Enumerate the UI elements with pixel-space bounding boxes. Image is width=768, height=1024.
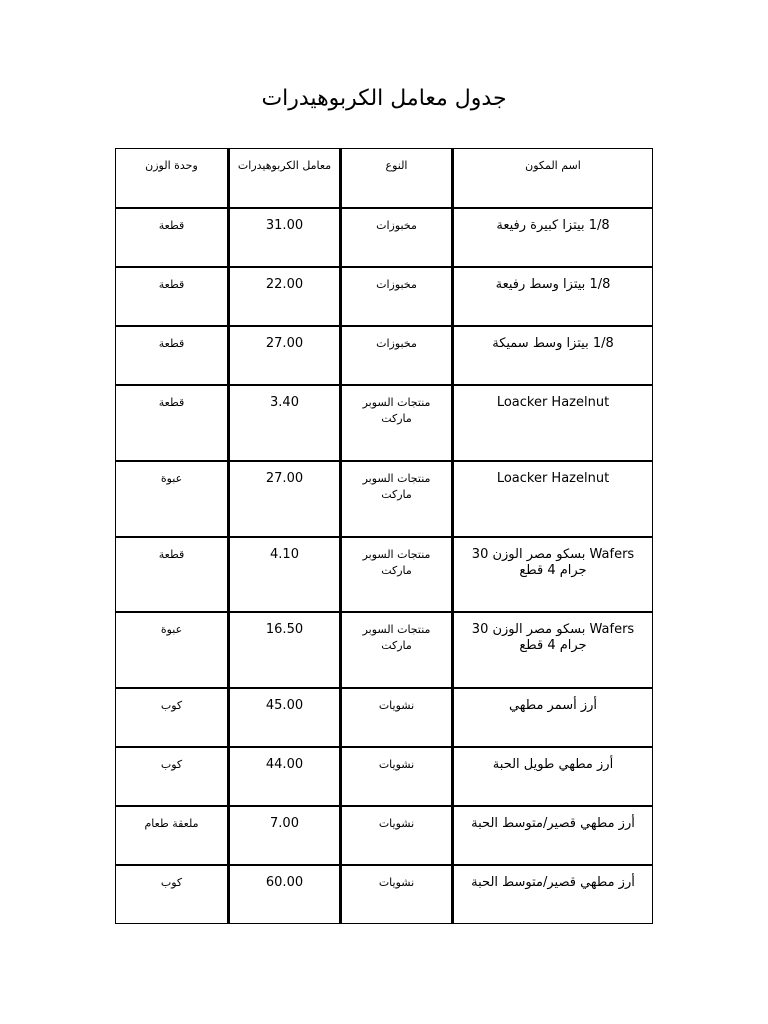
cell-unit: عبوة (115, 461, 229, 537)
table-row (115, 385, 653, 461)
cell-type: منتجات السوبر ماركت (341, 385, 453, 461)
table-row (115, 461, 653, 537)
cell-unit: كوب (115, 747, 229, 806)
table-row (115, 865, 653, 924)
cell-unit: كوب (115, 688, 229, 747)
table-row (115, 208, 653, 267)
cell-name: أرز مطهي قصير/متوسط الحبة (453, 806, 653, 865)
table-row (115, 747, 653, 806)
cell-carb: 16.50 (229, 612, 341, 688)
cell-type: منتجات السوبر ماركت (341, 612, 453, 688)
page-title: جدول معامل الكربوهيدرات (261, 86, 507, 111)
cell-unit: كوب (115, 865, 229, 924)
cell-carb: 27.00 (229, 461, 341, 537)
cell-carb: 31.00 (229, 208, 341, 267)
cell-name: أرز مطهي قصير/متوسط الحبة (453, 865, 653, 924)
table-row (115, 267, 653, 326)
cell-unit: قطعة (115, 537, 229, 612)
cell-carb: 22.00 (229, 267, 341, 326)
cell-unit: عبوة (115, 612, 229, 688)
header-carb: معامل الكربوهيدرات (229, 148, 341, 208)
cell-type: مخبوزات (341, 267, 453, 326)
table-row (115, 688, 653, 747)
cell-unit: قطعة (115, 326, 229, 385)
cell-name: أرز مطهي طويل الحبة (453, 747, 653, 806)
cell-carb: 44.00 (229, 747, 341, 806)
cell-carb: 7.00 (229, 806, 341, 865)
cell-name-text: Loacker Hazelnut (496, 395, 610, 410)
header-unit: وحدة الوزن (115, 148, 229, 208)
cell-unit: ملعقة طعام (115, 806, 229, 865)
cell-carb: 45.00 (229, 688, 341, 747)
cell-type: منتجات السوبر ماركت (341, 537, 453, 612)
carb-table (115, 148, 653, 924)
table-header-row (115, 148, 653, 208)
cell-type: مخبوزات (341, 208, 453, 267)
cell-unit: قطعة (115, 267, 229, 326)
header-name: اسم المكون (453, 148, 653, 208)
cell-unit: قطعة (115, 385, 229, 461)
cell-name: 1/8 بيتزا وسط سميكة (453, 326, 653, 385)
table-row (115, 537, 653, 612)
cell-carb: 4.10 (229, 537, 341, 612)
cell-name-text: Loacker Hazelnut (496, 471, 610, 486)
cell-carb: 27.00 (229, 326, 341, 385)
cell-type: مخبوزات (341, 326, 453, 385)
cell-name (453, 461, 653, 537)
cell-type: نشويات (341, 806, 453, 865)
cell-name: Wafers بسكو مصر الوزن 30 جرام 4 قطع (453, 537, 653, 612)
table-row (115, 326, 653, 385)
cell-name: Wafers بسكو مصر الوزن 30 جرام 4 قطع (453, 612, 653, 688)
cell-carb: 60.00 (229, 865, 341, 924)
cell-unit: قطعة (115, 208, 229, 267)
table-row (115, 612, 653, 688)
cell-type: نشويات (341, 747, 453, 806)
cell-name: أرز أسمر مطهي (453, 688, 653, 747)
table-row (115, 806, 653, 865)
cell-name (453, 385, 653, 461)
cell-type: نشويات (341, 865, 453, 924)
cell-type: نشويات (341, 688, 453, 747)
header-type: النوع (341, 148, 453, 208)
cell-name: 1/8 بيتزا كبيرة رفيعة (453, 208, 653, 267)
cell-name: 1/8 بيتزا وسط رفيعة (453, 267, 653, 326)
cell-type: منتجات السوبر ماركت (341, 461, 453, 537)
cell-carb: 3.40 (229, 385, 341, 461)
